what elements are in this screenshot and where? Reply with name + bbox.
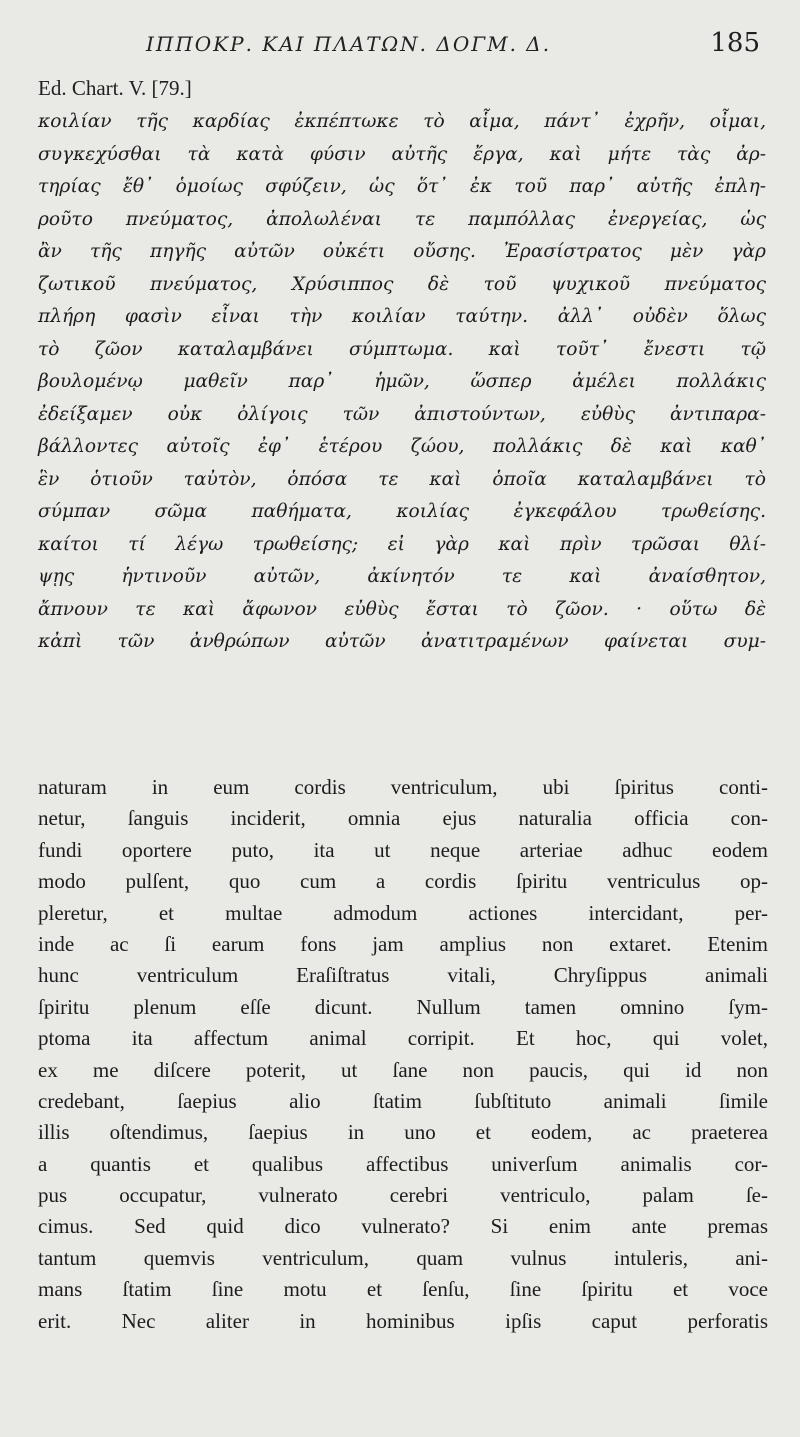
greek-line: σύμπαν σῶμα παθήματα, κοιλίας ἐγκεφάλου τρωθείσης. [38, 501, 766, 522]
greek-line: ροῦτο πνεύματος, ἀπολωλέναι τε παμπόλλας ἐνεργείας, ὡς [38, 208, 766, 230]
greek-line: συγκεχύσθαι τὰ κατὰ φύσιν αὐτῆς ἔργα, καὶ μήτε τὰς ἀρ- [38, 143, 766, 165]
greek-line: βουλομένῳ μαθεῖν παρ᾽ ἡμῶν, ὥσπερ ἀμέλει πολλάκις [38, 371, 766, 392]
greek-line: ἓν ὁτιοῦν ταὐτὸν, ὁπόσα τε καὶ ὁποῖα καταλαμβάνει τὸ [38, 468, 766, 490]
latin-line: fundi oportere puto, ita ut neque arteriae adhuc eodem [38, 837, 768, 862]
latin-line: a quantis et qualibus affectibus univerſum animalis cor- [38, 1151, 768, 1176]
latin-text-column [38, 772, 768, 1337]
greek-line: πλήρη φασὶν εἶναι τὴν κοιλίαν ταύτην. ἀλλ᾽ οὐδὲν ὅλως [38, 306, 766, 327]
latin-line: tantum quemvis ventriculum, quam vulnus intuleris, ani- [38, 1245, 768, 1270]
greek-line: ἄπνουν τε καὶ ἄφωνον εὐθὺς ἔσται τὸ ζῶον. · οὕτω δὲ [38, 598, 766, 620]
greek-line: τὸ ζῶον καταλαμβάνει σύμπτωμα. καὶ τοῦτ᾽ ἔνεστι τῷ [38, 338, 766, 360]
greek-line: ἂν τῆς πηγῆς αὐτῶν οὐκέτι οὔσης. Ἐρασίστρατος μὲν γὰρ [38, 241, 766, 262]
page-number: 185 [710, 28, 760, 58]
latin-line: erit. Nec aliter in hominibus ipſis caput perforatis [38, 1308, 768, 1333]
greek-line: κἀπὶ τῶν ἀνθρώπων αὐτῶν ἀνατιτραμένων φαίνεται συμ- [38, 631, 766, 652]
latin-line: pus occupatur, vulnerato cerebri ventriculo, palam ſe- [38, 1183, 768, 1208]
greek-line: ψῃς ἡντινοῦν αὐτῶν, ἀκίνητόν τε καὶ ἀναίσθητον, [38, 566, 766, 587]
latin-line: inde ac ſi earum fons jam amplius non extaret. Etenim [38, 931, 768, 956]
latin-line: ptoma ita affectum animal corripit. Et hoc, qui volet, [38, 1026, 768, 1051]
greek-line: καίτοι τί λέγω τρωθείσης; εἰ γὰρ καὶ πρὶν τρῶσαι θλί- [38, 533, 766, 555]
latin-line: hunc ventriculum Eraſiſtratus vitali, Chryſippus animali [38, 963, 768, 988]
latin-line: credebant, ſaepius alio ſtatim ſubſtituto animali ſimile [38, 1088, 768, 1113]
greek-line: ἐδείξαμεν οὐκ ὀλίγοις τῶν ἀπιστούντων, εὐθὺς ἀντιπαρα- [38, 403, 766, 425]
running-head [38, 28, 762, 64]
running-title: ΙΠΠΟΚΡ. ΚΑΙ ΠΛΑΤΩΝ. ΔΟΓΜ. Δ. [146, 32, 552, 56]
latin-line: mans ſtatim ſine motu et ſenſu, ſine ſpiritu et voce [38, 1277, 768, 1302]
latin-line: pleretur, et multae admodum actiones intercidant, per- [38, 900, 768, 925]
greek-line: ζωτικοῦ πνεύματος, Χρύσιππος δὲ τοῦ ψυχικοῦ πνεύματος [38, 273, 766, 295]
edition-reference: Ed. Chart. V. [79.] [38, 76, 192, 100]
latin-line: netur, ſanguis inciderit, omnia ejus naturalia officia con- [38, 806, 768, 831]
greek-line: κοιλίαν τῆς καρδίας ἐκπέπτωκε τὸ αἷμα, πάντ᾽ ἐχρῆν, οἶμαι, [38, 111, 766, 132]
latin-line: illis oſtendimus, ſaepius in uno et eodem, ac praeterea [38, 1120, 768, 1145]
latin-line: cimus. Sed quid dico vulnerato? Si enim ante premas [38, 1214, 768, 1239]
greek-line: βάλλοντες αὐτοῖς ἐφ᾽ ἑτέρου ζώου, πολλάκις δὲ καὶ καθ᾽ [38, 436, 766, 457]
latin-line: ſpiritu plenum eſſe dicunt. Nullum tamen omnino ſym- [38, 994, 768, 1019]
greek-text-column [38, 106, 766, 659]
latin-line: naturam in eum cordis ventriculum, ubi ſpiritus conti- [38, 775, 768, 799]
latin-line: ex me diſcere poterit, ut ſane non paucis, qui id non [38, 1057, 768, 1082]
greek-line: τηρίας ἔθ᾽ ὁμοίως σφύζειν, ὡς ὅτ᾽ ἐκ τοῦ παρ᾽ αὐτῆς ἐπλη- [38, 176, 766, 197]
latin-line: modo pulſent, quo cum a cordis ſpiritu ventriculus op- [38, 869, 768, 894]
